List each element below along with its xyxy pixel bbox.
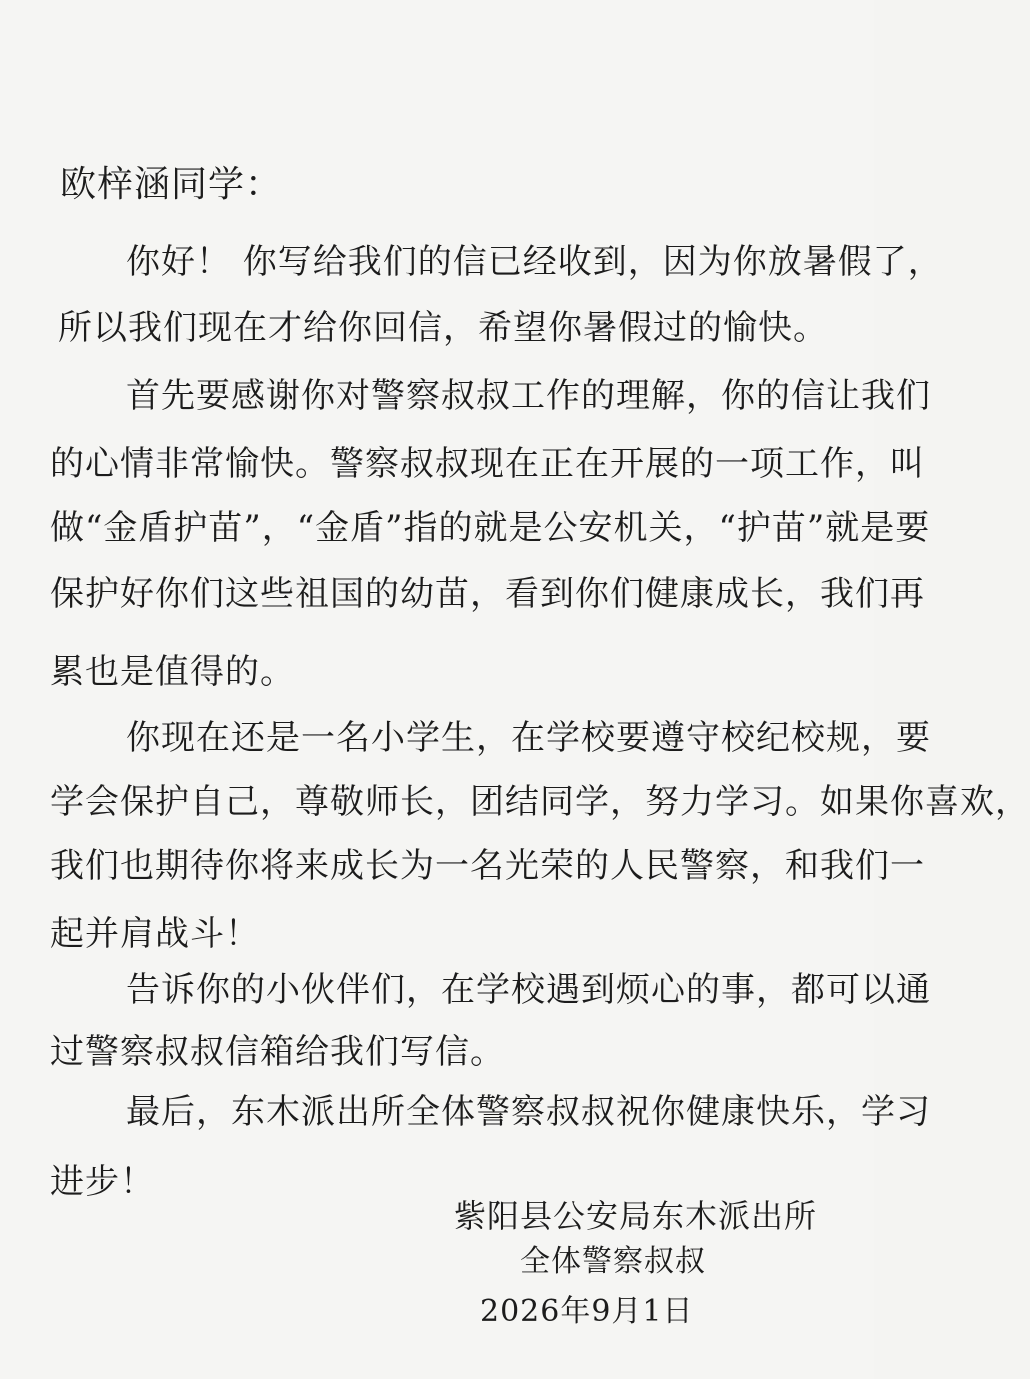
letter-line: 进步！: [50, 1162, 155, 1202]
letter-line: 你好！ 你写给我们的信已经收到，因为你放暑假了，: [126, 242, 943, 282]
letter-line: 最后，东木派出所全体警察叔叔祝你健康快乐，学习: [126, 1092, 931, 1132]
letter-line: 的心情非常愉快。警察叔叔现在正在开展的一项工作，叫: [50, 444, 925, 484]
signature-unit: 紫阳县公安局东木派出所: [454, 1197, 818, 1235]
letter-line: 起并肩战斗！: [50, 914, 260, 954]
letter-date: 2026年9月1日: [480, 1294, 694, 1329]
letter-line: 告诉你的小伙伴们，在学校遇到烦心的事，都可以通: [126, 970, 931, 1010]
letter-line: 做“金盾护苗”，“金盾”指的就是公安机关，“护苗”就是要: [50, 508, 931, 548]
letter-line: 保护好你们这些祖国的幼苗，看到你们健康成长，我们再: [50, 574, 925, 614]
signature-group: 全体警察叔叔: [520, 1244, 706, 1279]
letter-line: 过警察叔叔信箱给我们写信。: [50, 1032, 505, 1072]
letter-salutation: 欧梓涵同学：: [60, 164, 283, 205]
letter-line: 首先要感谢你对警察叔叔工作的理解，你的信让我们: [126, 376, 931, 416]
letter-line: 我们也期待你将来成长为一名光荣的人民警察，和我们一: [50, 846, 925, 886]
letter-line: 学会保护自己，尊敬师长，团结同学，努力学习。如果你喜欢，: [50, 782, 1030, 822]
letter-line: 你现在还是一名小学生，在学校要遵守校纪校规，要: [126, 718, 931, 758]
letter-line: 累也是值得的。: [50, 652, 295, 692]
letter-line: 所以我们现在才给你回信，希望你暑假过的愉快。: [58, 308, 828, 348]
